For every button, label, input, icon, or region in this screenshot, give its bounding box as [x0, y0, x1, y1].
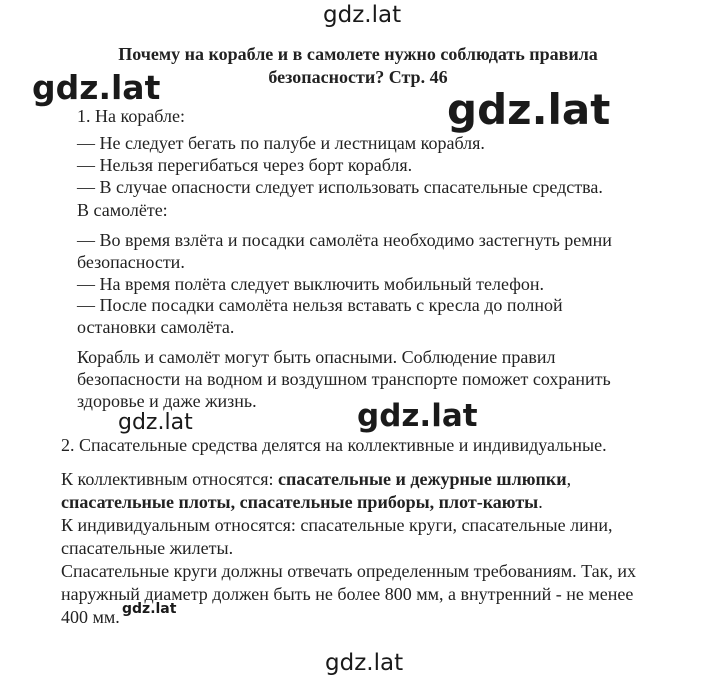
conclusion-line-2: безопасности на водном и воздушном транспорте поможет сохранить: [77, 369, 611, 389]
rings-line-2: наружный диаметр должен быть не более 800 мм, а внутренний - не менее: [61, 584, 634, 604]
individual-line-2: спасательные жилеты.: [61, 538, 234, 558]
plane-item-2: — На время полёта следует выключить мобильный телефон.: [77, 274, 545, 294]
collective-period: .: [538, 492, 543, 512]
plane-item-1-line-2: безопасности.: [77, 252, 185, 272]
rings-line-1: Спасательные круги должны отвечать определенным требованиям. Так, их: [61, 561, 637, 581]
collective-line-1: [61, 468, 571, 490]
collective-prefix: К коллективным относятся:: [61, 469, 279, 489]
watermark-middle-right: gdz.lat: [357, 398, 478, 434]
watermark-small: gdz.lat: [122, 601, 177, 617]
collective-bold-1: спасательные и дежурные шлюпки: [278, 469, 567, 489]
individual-line-1: К индивидуальным относятся: спасательные круги, спасательные лини,: [61, 515, 613, 535]
conclusion-line-1: Корабль и самолёт могут быть опасными. Соблюдение правил: [77, 347, 556, 367]
watermark-top: gdz.lat: [323, 2, 402, 28]
plane-item-3-line-2: остановки самолёта.: [77, 317, 235, 337]
conclusion-line-3: здоровье и даже жизнь.: [77, 391, 257, 411]
plane-item-1-line-1: — Во время взлёта и посадки самолёта необходимо застегнуть ремни: [77, 230, 612, 250]
collective-comma: ,: [566, 469, 572, 489]
section2-intro: 2. Спасательные средства делятся на коллективные и индивидуальные.: [61, 435, 607, 455]
title-line-1: Почему на корабле и в самолете нужно соблюдать правила: [118, 44, 598, 64]
ship-heading: 1. На корабле:: [77, 106, 185, 126]
watermark-bottom: gdz.lat: [325, 650, 404, 676]
page-title: [60, 43, 656, 89]
collective-line-2: [61, 491, 543, 513]
ship-item-1: — Не следует бегать по палубе и лестницам корабля.: [77, 133, 485, 153]
watermark-left: gdz.lat: [32, 68, 161, 107]
collective-bold-2: спасательные плоты, спасательные приборы, плот-каюты: [61, 492, 539, 512]
rings-line-3: 400 мм.: [61, 607, 120, 627]
watermark-middle-left: gdz.lat: [118, 410, 193, 435]
plane-item-3-line-1: — После посадки самолёта нельзя вставать с кресла до полной: [77, 295, 563, 315]
ship-item-2: — Нельзя перегибаться через борт корабля.: [77, 155, 413, 175]
ship-item-3: — В случае опасности следует использовать спасательные средства.: [77, 177, 603, 197]
plane-heading: В самолёте:: [77, 200, 168, 220]
title-line-2: безопасности? Стр. 46: [268, 67, 448, 87]
watermark-right: gdz.lat: [447, 85, 611, 134]
